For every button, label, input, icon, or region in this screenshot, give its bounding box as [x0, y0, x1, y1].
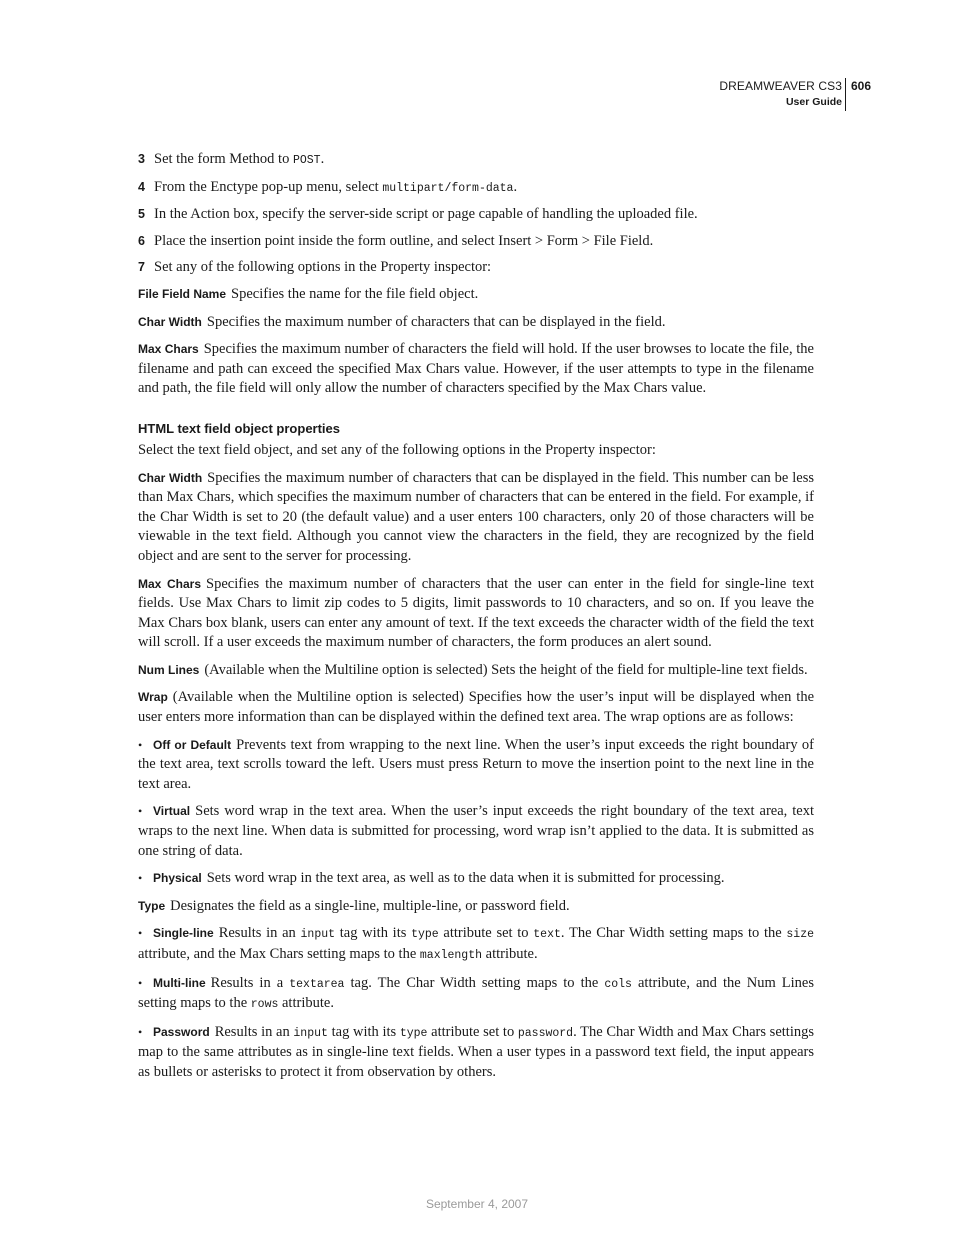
- step-number: 4: [138, 179, 145, 194]
- tf-option-num-lines: [138, 661, 814, 681]
- option-char-width: [138, 313, 814, 333]
- option-term: Num Lines: [138, 662, 200, 677]
- bullet: •: [138, 926, 143, 941]
- type-single-line: [138, 924, 814, 965]
- bullet: •: [138, 1024, 143, 1039]
- option-desc: Sets word wrap in the text area, as well as to the data when it is submitted for processing.: [206, 870, 725, 887]
- tf-option-type: [138, 897, 814, 917]
- option-term: Multi-line: [153, 975, 206, 990]
- desc-text: Results in an: [214, 1023, 294, 1040]
- option-term: Wrap: [138, 690, 168, 705]
- code-password: password: [517, 1026, 574, 1040]
- code-size: size: [786, 928, 814, 942]
- wrap-physical: [138, 869, 814, 889]
- option-desc: (Available when the Multiline option is selected) Specifies how the user’s input will be displayed when the user enters more information than can be displayed within the defined text area. The wrap options are as follows:: [138, 689, 814, 726]
- bullet: •: [138, 737, 143, 752]
- section-intro: Select the text field object, and set any of the following options in the Property inspector:: [138, 441, 656, 458]
- page-body: [138, 150, 814, 1091]
- desc-text: . The Char Width and Max Chars settings map to the same attributes as in single-line text fields. When a user types in a password text field, the input appears as bullets or asterisks to protect it from observation by others.: [138, 1023, 814, 1080]
- code-cols: cols: [604, 977, 632, 991]
- tf-option-wrap: [138, 688, 814, 727]
- step-text-end: .: [320, 151, 325, 167]
- code-maxlength: maxlength: [419, 949, 483, 962]
- option-max-chars: [138, 340, 814, 399]
- page-number: 606: [851, 79, 872, 93]
- step-number: 7: [138, 260, 145, 275]
- step-6: [138, 232, 814, 252]
- tf-option-char-width: [138, 469, 814, 567]
- step-text: From the Enctype pop-up menu, select: [154, 178, 383, 195]
- code-type: type: [399, 1026, 428, 1040]
- running-header: [719, 78, 842, 110]
- option-term: Char Width: [138, 470, 203, 485]
- bullet: •: [138, 804, 143, 819]
- option-desc: Specifies the maximum number of characters that can be displayed in the field.: [206, 313, 666, 330]
- desc-text: Results in an: [218, 925, 301, 942]
- code-textarea: textarea: [289, 977, 345, 991]
- option-desc: (Available when the Multiline option is selected) Sets the height of the field for multiple-line text fields.: [204, 661, 808, 678]
- desc-text: attribute.: [278, 995, 334, 1012]
- option-term: Physical: [153, 871, 202, 886]
- code-rows: rows: [250, 998, 279, 1012]
- code-post: POST: [292, 154, 321, 167]
- option-desc: Sets word wrap in the text area. When the user’s input exceeds the right boundary of the text area, text wraps to the next line. When data is submitted for processing, word wrap isn’t applied to the data. It is submitted as one string of data.: [138, 803, 814, 859]
- step-5: [138, 205, 814, 225]
- option-desc: Specifies the name for the file field object.: [231, 285, 479, 302]
- step-text: Place the insertion point inside the form outline, and select Insert > Form > File Field.: [154, 232, 654, 249]
- option-term: Single-line: [153, 926, 214, 941]
- product-title: DREAMWEAVER CS3: [719, 79, 842, 93]
- option-desc: Specifies the maximum number of characters the field will hold. If the user browses to locate the file, the filename and path can exceed the specified Max Chars value. However, if the user attempts to type in the filename and path, the file field will only allow the number of characters specified by the Max Chars value.: [138, 341, 814, 397]
- desc-text: attribute, and the Num Lines setting maps to the: [138, 974, 814, 1012]
- desc-text: attribute set to: [438, 925, 534, 942]
- desc-text: attribute set to: [427, 1023, 518, 1040]
- desc-text: tag with its: [335, 925, 412, 942]
- section-heading: HTML text field object properties: [138, 420, 341, 436]
- bullet: •: [138, 871, 143, 886]
- code-enctype: multipart/form-data: [382, 181, 514, 195]
- step-7: [138, 258, 814, 278]
- step-3: [138, 150, 814, 171]
- code-input: input: [293, 1026, 328, 1040]
- option-desc: Prevents text from wrapping to the next line. When the user’s input exceeds the right boundary of the text area, text scrolls toward the left. Users must press Return to move the insertion point to the next line in the text area.: [138, 736, 815, 792]
- wrap-virtual: [138, 802, 814, 861]
- desc-text: attribute.: [482, 946, 538, 962]
- option-term: File Field Name: [138, 286, 227, 301]
- desc-text: attribute, and the Max Chars setting maps to the: [138, 946, 420, 962]
- tf-option-max-chars: [138, 575, 814, 653]
- desc-text: tag with its: [327, 1023, 400, 1040]
- option-term: Max Chars: [138, 576, 202, 591]
- desc-text: tag. The Char Width setting maps to the: [344, 974, 605, 991]
- option-term: Type: [138, 898, 166, 913]
- step-number: 6: [138, 233, 145, 248]
- wrap-off-or-default: [138, 736, 814, 795]
- header-divider: [845, 78, 846, 111]
- desc-text: . The Char Width setting maps to the: [560, 925, 787, 942]
- desc-text: Results in a: [210, 974, 290, 991]
- option-desc: Specifies the maximum number of characters that the user can enter in the field for single-line text fields. Use Max Chars to limit zip codes to 5 digits, limit passwords to 10 characters, and so on. If you leave the Max Chars box blank, users can enter any amount of text. If the text exceeds the character width of the field the text will scroll. If a user exceeds the maximum number of characters, the form produces an alert sound.: [138, 575, 814, 651]
- bullet: •: [138, 975, 143, 990]
- step-text: Set the form Method to: [154, 151, 293, 167]
- step-number: 5: [138, 207, 145, 222]
- step-number: 3: [138, 152, 145, 166]
- option-desc: Designates the field as a single-line, multiple-line, or password field.: [170, 897, 570, 914]
- step-text: In the Action box, specify the server-side script or page capable of handling the uploaded file.: [154, 206, 698, 223]
- step-4: [138, 178, 814, 199]
- option-term: Virtual: [153, 804, 191, 819]
- step-text: Set any of the following options in the Property inspector:: [154, 259, 492, 276]
- option-term: Max Chars: [138, 342, 199, 357]
- type-password: [138, 1023, 814, 1083]
- type-multi-line: [138, 974, 814, 1015]
- option-term: Char Width: [138, 314, 202, 329]
- option-file-field-name: [138, 285, 814, 305]
- code-input: input: [300, 928, 336, 942]
- step-text-end: .: [513, 178, 518, 195]
- option-term: Off or Default: [153, 737, 232, 752]
- code-type: type: [411, 928, 439, 942]
- option-term: Password: [153, 1024, 210, 1039]
- footer-date: September 4, 2007: [425, 1197, 529, 1211]
- option-desc: Specifies the maximum number of characters that can be displayed in the field. This number can be less than Max Chars, which specifies the maximum number of characters that can be entered in the field. For example, if the Char Width is set to 20 (the default value) and a user enters 100 characters, only 20 of those characters will be viewable in the text field. Although you cannot view the characters in the field, they are recognized by the field object and are sent to the server for processing.: [138, 469, 814, 564]
- guide-title: User Guide: [785, 96, 842, 108]
- code-text: text: [533, 928, 561, 942]
